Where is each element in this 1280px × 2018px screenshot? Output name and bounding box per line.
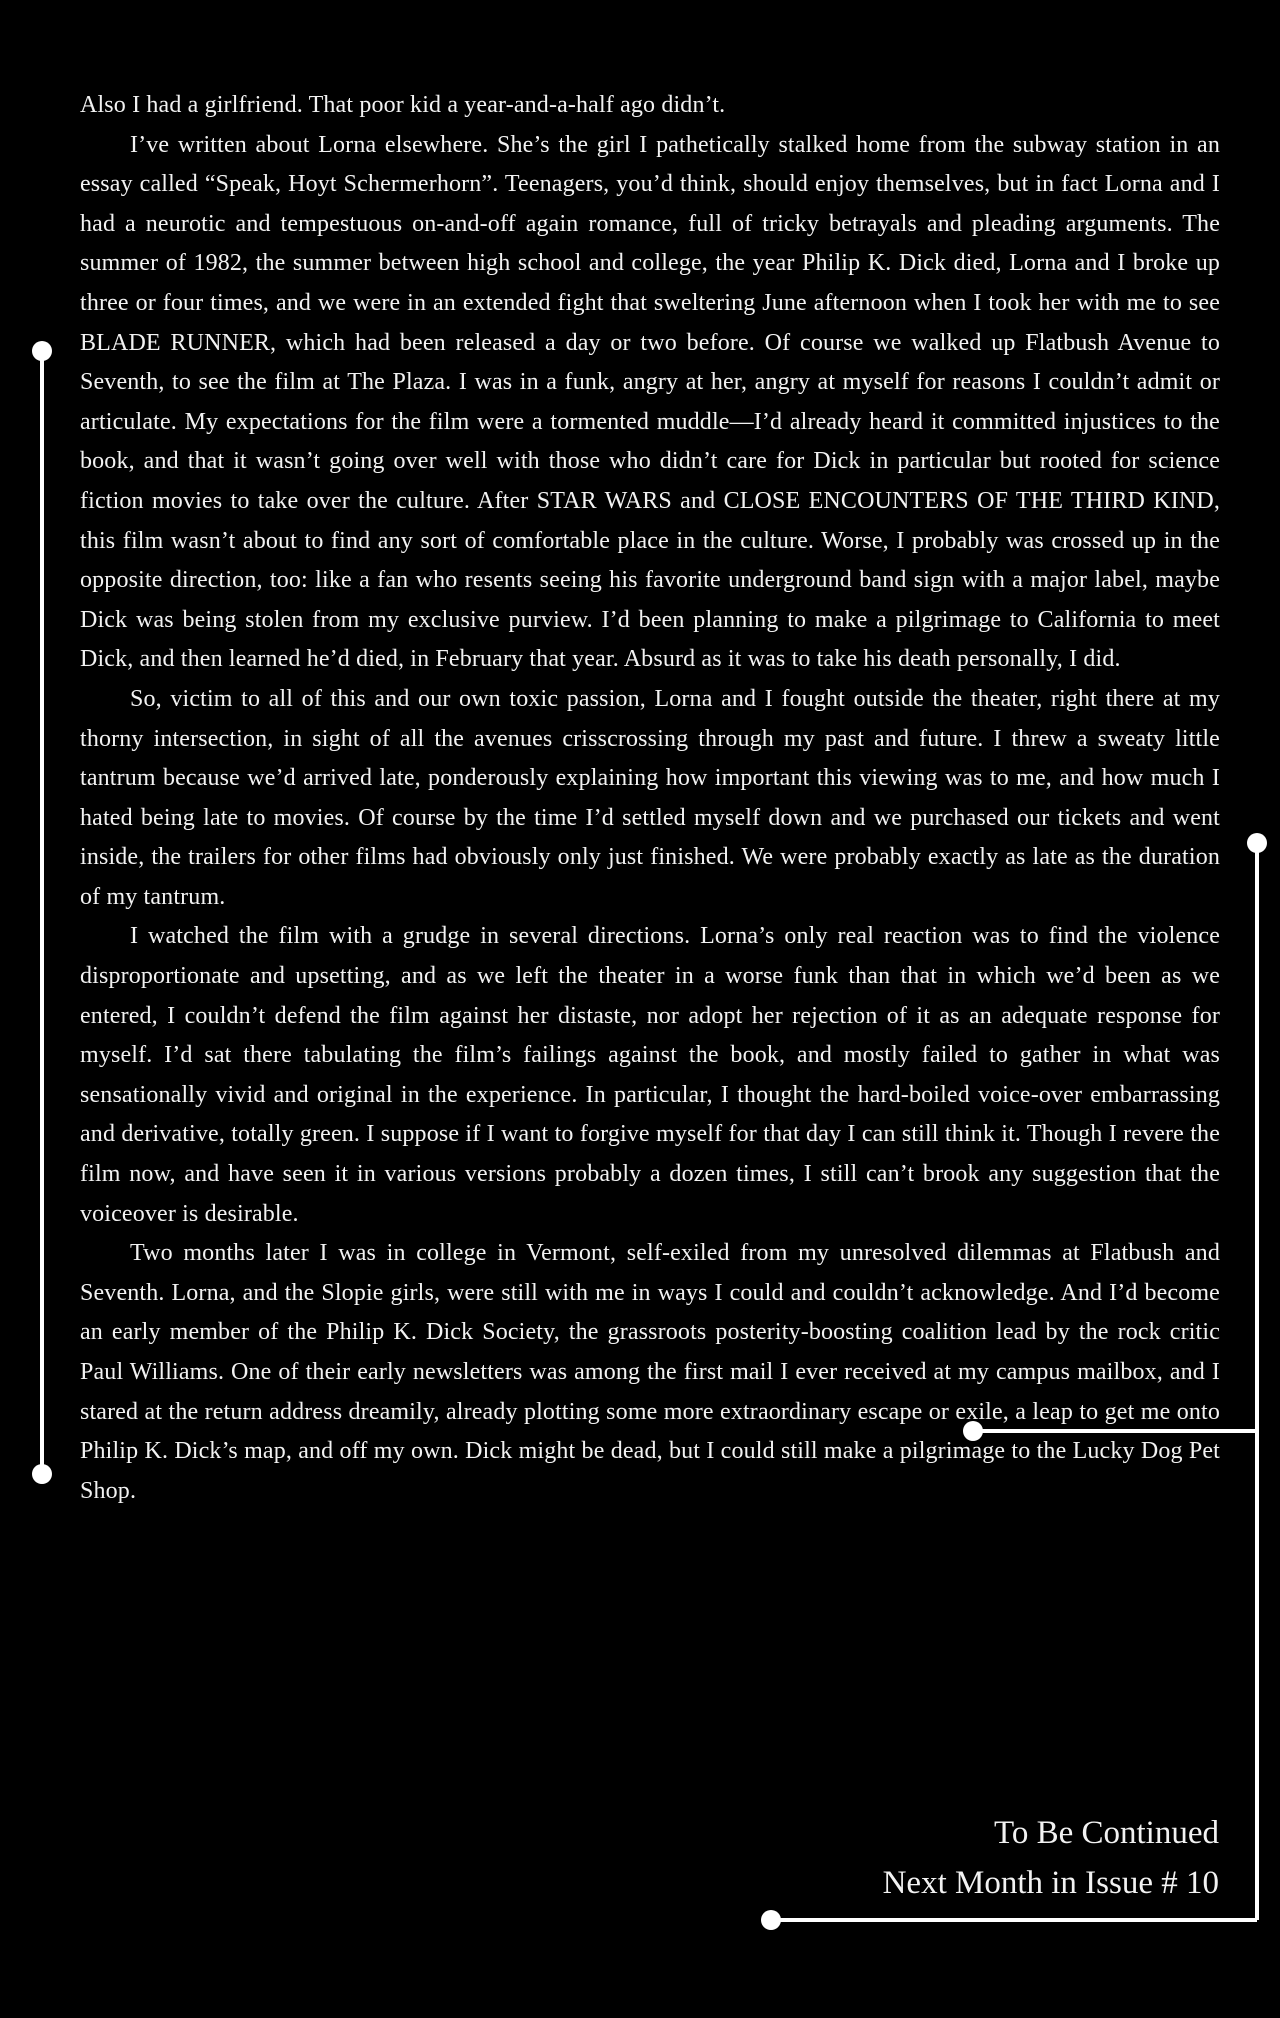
paragraph-4: I watched the film with a grudge in several directions. Lorna’s only real reaction was to find the violence disproportionate and upsetting, and as we left the theater in a worse funk than that in which we’d been as we entered, I couldn’t defend the film against her distaste, nor adopt her rejection of it as an adequate response for myself. I’d sat there tabulating the film’s failings against the book, and mostly failed to gather in what was sensationally vivid and original in the experience. In particular, I thought the hard-boiled voice-over embarrassing and derivative, totally green. I suppose if I want to forgive myself for that day I can still think it. Though I revere the film now, and have seen it in various versions probably a dozen times, I still can’t brook any suggestion that the voiceover is desirable. [80,923,1220,1227]
next-issue-line: Next Month in Issue # 10 [882,1865,1219,1901]
paragraph-3: So, victim to all of this and our own toxic passion, Lorna and I fought outside the theater, right there at my thorny intersection, in sight of all the avenues crisscrossing through my past and future. I threw a sweaty little tantrum because we’d arrived late, ponderously explaining how important this viewing was to me, and how much I hated being late to movies. Of course by the time I’d settled myself down and we purchased our tickets and went inside, the trailers for other films had obviously only just finished. We were probably exactly as late as the duration of my tantrum. [80,685,1220,910]
paragraph-5: Two months later I was in college in Vermont, self-exiled from my unresolved dilemmas at Flatbush and Seventh. Lorna, and the Slopie girls, were still with me in ways I could and couldn’t acknowledge. And I’d become an early member of the Philip K. Dick Society, the grassroots posterity-boosting coalition lead by the rock critic Paul Williams. One of their early newsletters was among the first mail I ever received at my campus mailbox, and I stared at the return address dreamily, already plotting some more extraordinary escape or exile, a leap to get me onto Philip K. Dick’s map, and off my own. Dick might be dead, but I could still make a pilgrimage to the Lucky Dog Pet Shop. [80,1240,1220,1504]
left-bracket-ornament [32,341,52,1484]
article-body [80,86,1220,1511]
continued-line: To Be Continued [993,1815,1219,1851]
to-be-continued-note [883,1808,1219,1908]
paragraph-1: Also I had a girlfriend. That poor kid a year-and-a-half ago didn’t. [80,92,726,118]
paragraph-2: I’ve written about Lorna elsewhere. She’s the girl I pathetically stalked home from the subway station in an essay called “Speak, Hoyt Schermerhorn”. Teenagers, you’d think, should enjoy themselves, but in fact Lorna and I had a neurotic and tempestuous on-and-off again romance, full of tricky betrayals and pleading arguments. The summer of 1982, the summer between high school and college, the year Philip K. Dick died, Lorna and I broke up three or four times, and we were in an extended fight that sweltering June afternoon when I took her with me to see BLADE RUNNER, which had been released a day or two before. Of course we walked up Flatbush Avenue to Seventh, to see the film at The Plaza. I was in a funk, angry at her, angry at myself for reasons I couldn’t admit or articulate. My expectations for the film were a tormented muddle—I’d already heard it committed injustices to the book, and that it wasn’t going over well with those who didn’t care for Dick in particular but rooted for science fiction movies to take over the culture. After STAR WARS and CLOSE ENCOUNTERS OF THE THIRD KIND, this film wasn’t about to find any sort of comfortable place in the culture. Worse, I probably was crossed up in the opposite direction, too: like a fan who resents seeing his favorite underground band sign with a major label, maybe Dick was being stolen from my exclusive purview. I’d been planning to make a pilgrimage to California to meet Dick, and then learned he’d died, in February that year. Absurd as it was to take his death personally, I did. [80,131,1220,673]
